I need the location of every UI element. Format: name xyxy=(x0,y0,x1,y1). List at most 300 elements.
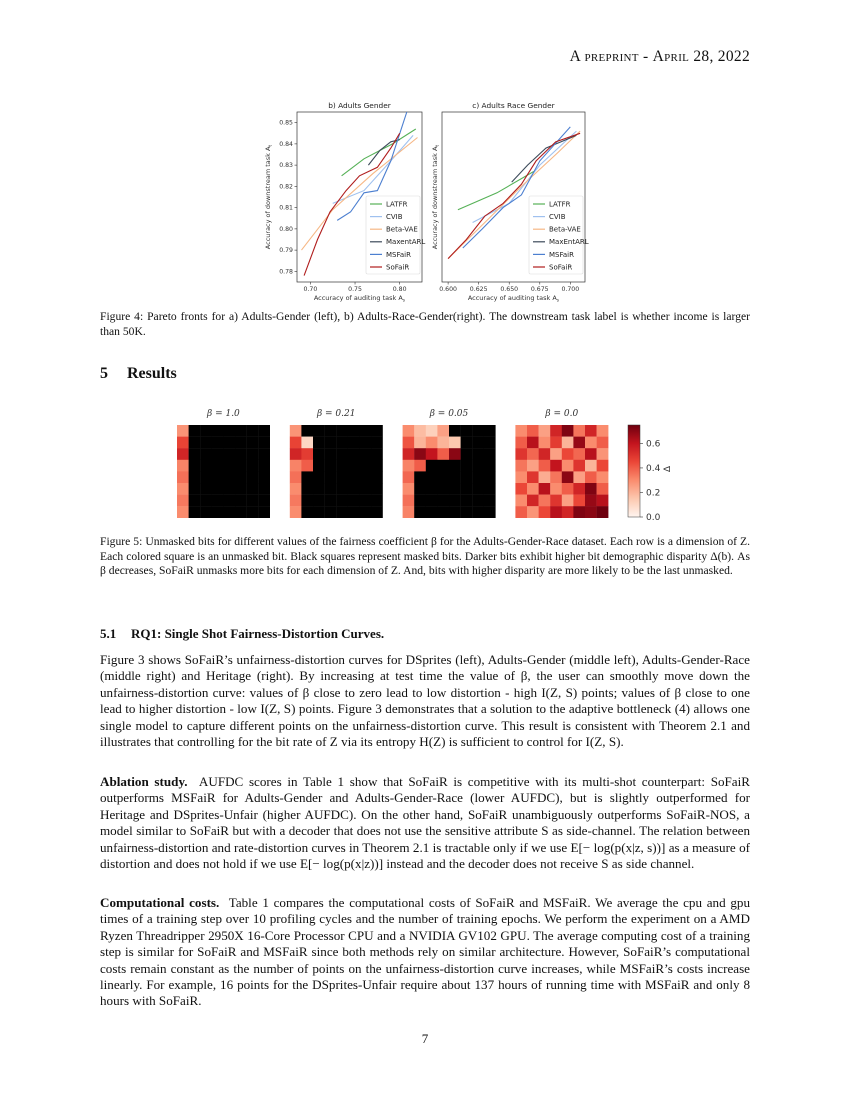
bit-cell xyxy=(223,495,235,507)
bit-cell xyxy=(515,425,527,437)
bit-cell xyxy=(484,437,496,449)
bit-cell xyxy=(550,483,562,495)
heatmap-panels xyxy=(177,409,608,518)
bit-cell xyxy=(325,471,337,483)
x-tick-label: 0.700 xyxy=(561,286,580,293)
bit-cell xyxy=(585,425,597,437)
bit-cell xyxy=(597,483,609,495)
bit-cell xyxy=(562,437,574,449)
bit-cell xyxy=(484,471,496,483)
bit-cell xyxy=(550,460,562,472)
bit-cell xyxy=(426,483,438,495)
bit-cell xyxy=(290,506,302,518)
bit-cell xyxy=(461,425,473,437)
bit-cell xyxy=(235,495,247,507)
bit-cell xyxy=(290,425,302,437)
bit-cell xyxy=(258,495,270,507)
bit-cell xyxy=(325,483,337,495)
bit-cell xyxy=(177,483,189,495)
y-axis-label-subscript: t xyxy=(268,144,274,147)
bit-cell xyxy=(461,460,473,472)
bit-cell xyxy=(449,460,461,472)
bit-cell xyxy=(313,437,325,449)
bit-cell xyxy=(403,495,415,507)
colorbar-tick-label: 0.6 xyxy=(646,439,661,450)
legend-label: SoFaiR xyxy=(549,263,573,272)
bit-cell xyxy=(515,437,527,449)
costs-heading: Computational costs. xyxy=(100,895,220,910)
bit-cell xyxy=(336,483,348,495)
bit-cell xyxy=(437,437,449,449)
x-tick-label: 0.70 xyxy=(303,286,318,293)
bit-cell xyxy=(189,437,201,449)
y-axis-label: Accuracy of downstream task $A_t$ xyxy=(264,144,274,250)
bit-cell xyxy=(348,506,360,518)
bit-cell xyxy=(527,471,539,483)
bit-cell xyxy=(461,471,473,483)
bit-cell xyxy=(437,471,449,483)
bit-cell xyxy=(247,448,259,460)
bit-cell xyxy=(484,495,496,507)
colorbar-tick-label: 0.0 xyxy=(646,513,661,523)
bit-cell xyxy=(461,495,473,507)
colorbar-bar xyxy=(628,425,640,517)
bit-cell xyxy=(573,448,585,460)
bit-cell xyxy=(325,460,337,472)
legend-label: Beta-VAE xyxy=(549,225,581,234)
bit-cell xyxy=(359,460,371,472)
bit-cell xyxy=(449,495,461,507)
bit-cell xyxy=(200,483,212,495)
x-tick-label: 0.75 xyxy=(348,286,362,293)
x-tick-label: 0.600 xyxy=(439,286,457,293)
bit-cell xyxy=(449,506,461,518)
bit-cell xyxy=(585,495,597,507)
bit-cell xyxy=(585,483,597,495)
bit-cell xyxy=(472,460,484,472)
bit-cell xyxy=(484,483,496,495)
bit-cell xyxy=(550,471,562,483)
bit-cell xyxy=(449,448,461,460)
legend-label: LATFR xyxy=(386,200,408,209)
legend-label: MSFaiR xyxy=(549,250,574,259)
bit-cell xyxy=(313,506,325,518)
bit-cell xyxy=(371,437,383,449)
bit-cell xyxy=(472,448,484,460)
bit-cell xyxy=(461,483,473,495)
bit-cell xyxy=(336,425,348,437)
bit-cell xyxy=(403,425,415,437)
bit-cell xyxy=(189,460,201,472)
bit-cell xyxy=(189,495,201,507)
bit-cell xyxy=(449,471,461,483)
bit-cell xyxy=(562,506,574,518)
bit-cell xyxy=(426,437,438,449)
bit-cell xyxy=(437,448,449,460)
bit-cell xyxy=(336,460,348,472)
bit-cell xyxy=(212,448,224,460)
bit-cell xyxy=(414,471,426,483)
bit-cell xyxy=(515,506,527,518)
legend-label: MaxEntARL xyxy=(549,238,589,247)
panel-title-beta: β = 0.05 xyxy=(429,409,469,419)
bit-cell xyxy=(258,425,270,437)
bit-cell xyxy=(550,448,562,460)
bit-cell xyxy=(223,460,235,472)
bit-cell xyxy=(573,460,585,472)
bit-cell xyxy=(247,495,259,507)
bit-cell xyxy=(515,448,527,460)
bit-cell xyxy=(336,437,348,449)
bit-cell xyxy=(585,437,597,449)
bit-cell xyxy=(573,495,585,507)
bit-cell xyxy=(235,425,247,437)
bit-cell xyxy=(414,425,426,437)
bit-cell xyxy=(359,506,371,518)
y-axis-label-subscript: t xyxy=(435,144,441,147)
bit-cell xyxy=(403,506,415,518)
bit-cell xyxy=(437,460,449,472)
bit-cell xyxy=(426,425,438,437)
bit-cell xyxy=(348,495,360,507)
bit-cell xyxy=(223,506,235,518)
bit-cell xyxy=(223,483,235,495)
bit-cell xyxy=(449,483,461,495)
bit-cell xyxy=(348,425,360,437)
bit-cell xyxy=(348,460,360,472)
bit-cell xyxy=(290,437,302,449)
bit-cell xyxy=(426,448,438,460)
section-title: Results xyxy=(127,365,177,382)
bit-cell xyxy=(414,460,426,472)
bit-cell xyxy=(301,506,313,518)
bit-cell xyxy=(472,495,484,507)
bit-cell xyxy=(223,425,235,437)
bit-cell xyxy=(449,437,461,449)
bit-cell xyxy=(371,448,383,460)
bit-cell xyxy=(414,506,426,518)
bit-cell xyxy=(539,495,551,507)
bit-cell xyxy=(200,437,212,449)
bit-cell xyxy=(223,448,235,460)
bit-cell xyxy=(359,448,371,460)
bit-cell xyxy=(414,495,426,507)
bit-cell xyxy=(235,437,247,449)
subsection-number: 5.1 xyxy=(100,626,117,641)
bit-cell xyxy=(527,437,539,449)
bit-cell xyxy=(336,495,348,507)
y-tick-label: 0.79 xyxy=(279,247,293,255)
bit-cell xyxy=(247,471,259,483)
bit-cell xyxy=(449,425,461,437)
bit-cell xyxy=(461,437,473,449)
bit-cell xyxy=(437,425,449,437)
bit-cell xyxy=(597,495,609,507)
bit-cell xyxy=(403,448,415,460)
panel-title: c) Adults Race Gender xyxy=(472,101,555,110)
bit-cell xyxy=(484,506,496,518)
bit-cell xyxy=(573,425,585,437)
bit-cell xyxy=(472,506,484,518)
bit-cell xyxy=(325,425,337,437)
bit-cell xyxy=(585,506,597,518)
bit-cell xyxy=(177,425,189,437)
header-title: A preprint xyxy=(569,48,639,65)
bit-cell xyxy=(403,483,415,495)
figure-5-caption: Figure 5: Unmasked bits for different values of the fairness coefficient β for the Adults-Gender-Race dataset. Each row is a dimension of Z. Each colored square is an unmasked bit. Black squares represent masked bits. Darker bits exhibit higher bit demographic disparity Δ(b). As β decreases, SoFaiR unmasks more bits for each dimension of Z. And, bits with higher disparity are more likely to be the last unmasked. xyxy=(100,535,750,578)
subsection-heading-rq1 xyxy=(100,626,384,642)
bit-cell xyxy=(247,506,259,518)
bit-cell xyxy=(258,471,270,483)
bit-cell xyxy=(301,448,313,460)
bit-cell xyxy=(359,495,371,507)
bit-cell xyxy=(371,495,383,507)
bit-cell xyxy=(212,471,224,483)
bit-cell xyxy=(177,448,189,460)
bit-cell xyxy=(597,448,609,460)
x-axis-label-subscript: s xyxy=(402,298,406,303)
panel-title: b) Adults Gender xyxy=(328,101,391,110)
bit-cell xyxy=(290,495,302,507)
bit-cell xyxy=(371,460,383,472)
pareto-panel-adults-race-gender xyxy=(431,101,589,303)
bit-cell xyxy=(403,437,415,449)
x-tick-label: 0.80 xyxy=(392,286,407,293)
bit-cell xyxy=(562,471,574,483)
bit-cell xyxy=(562,483,574,495)
bit-cell xyxy=(484,425,496,437)
bit-cell xyxy=(189,448,201,460)
bit-cell xyxy=(301,425,313,437)
bit-cell xyxy=(359,471,371,483)
bit-cell xyxy=(550,437,562,449)
legend-label: MSFaiR xyxy=(386,250,411,259)
bit-cell xyxy=(325,437,337,449)
bit-cell xyxy=(258,483,270,495)
bit-cell xyxy=(539,471,551,483)
bit-cell xyxy=(177,437,189,449)
ablation-text: AUFDC scores in Table 1 show that SoFaiR is competitive with its multi-shot counterpart: SoFaiR outperforms MSFaiR for Adults-Gender and Adults-Gender-Race (lower AUFDC), but is slightly outperformed for Heritage and DSprites-Unfair (higher AUFDC). On the other hand, SoFaiR unambiguously outperforms SoFaiR-NOS, a model similar to SoFaiR but with a decoder that does not use the sensitive attribute S as side-channel. The relation between unfairness-distortion and rate-distortion curves in Theorem 2.1 is tractable only if we use E[− log(p(x|z, s))] as a measure of distortion and does not hold if we use E[− log(p(x|z))] instead and the decoder does not receive S as side channel. xyxy=(100,774,750,872)
y-tick-label: 0.85 xyxy=(279,119,293,127)
bit-cell xyxy=(313,483,325,495)
bit-cell xyxy=(301,460,313,472)
bit-cell xyxy=(573,437,585,449)
bit-cell xyxy=(426,506,438,518)
bit-cell xyxy=(258,506,270,518)
bit-cell xyxy=(177,471,189,483)
bit-cell xyxy=(359,437,371,449)
bit-cell xyxy=(437,483,449,495)
bit-cell xyxy=(247,425,259,437)
bit-cell xyxy=(290,483,302,495)
bit-cell xyxy=(527,425,539,437)
x-tick-label: 0.625 xyxy=(469,286,488,293)
bit-cell xyxy=(515,460,527,472)
bit-cell xyxy=(539,425,551,437)
bit-cell xyxy=(290,460,302,472)
bit-cell xyxy=(472,437,484,449)
bit-cell xyxy=(539,460,551,472)
bit-cell xyxy=(359,425,371,437)
bit-cell xyxy=(414,448,426,460)
bit-cell xyxy=(200,471,212,483)
bit-cell xyxy=(189,471,201,483)
bit-cell xyxy=(177,495,189,507)
bit-cell xyxy=(200,506,212,518)
colorbar-label: Δ xyxy=(663,465,673,473)
running-header xyxy=(570,48,750,66)
bit-cell xyxy=(562,460,574,472)
bit-cell xyxy=(336,506,348,518)
bit-cell xyxy=(359,483,371,495)
bit-cell xyxy=(437,506,449,518)
bit-cell xyxy=(539,437,551,449)
paragraph-ablation xyxy=(100,774,750,872)
bit-cell xyxy=(301,471,313,483)
bit-cell xyxy=(313,448,325,460)
bit-cell xyxy=(189,506,201,518)
bit-cell xyxy=(235,506,247,518)
bit-cell xyxy=(426,460,438,472)
bit-cell xyxy=(200,495,212,507)
bit-cell xyxy=(200,460,212,472)
bit-cell xyxy=(527,460,539,472)
bit-cell xyxy=(515,471,527,483)
bit-cell xyxy=(597,425,609,437)
bit-cell xyxy=(336,448,348,460)
bit-cell xyxy=(437,495,449,507)
bit-cell xyxy=(371,425,383,437)
section-number: 5 xyxy=(100,365,108,382)
bit-cell xyxy=(258,437,270,449)
legend-label: MaxentARL xyxy=(386,238,426,247)
bit-cell xyxy=(325,506,337,518)
bit-cell xyxy=(426,495,438,507)
bit-cell xyxy=(597,460,609,472)
bit-cell xyxy=(313,495,325,507)
bit-cell xyxy=(527,495,539,507)
bit-cell xyxy=(461,448,473,460)
bit-cell xyxy=(348,448,360,460)
bit-cell xyxy=(414,437,426,449)
bit-cell xyxy=(527,448,539,460)
costs-text: Table 1 compares the computational costs of SoFaiR and MSFaiR. We average the cpu and gpu times of a training step over 10 profiling cycles and the number of training epochs. We perform the experiment on a AMD Ryzen Threadripper 2950X 16-Core Processor CPU and a NVIDIA GV102 GPU. The average computing cost of a training step is similar for SoFaiR and MSFaiR since both methods rely on similar architecture. However, SoFaiR’s computational costs remain constant as the number of points on the unfairness-distortion curve increases, while MSFaiR’s costs increase linearly. For example, 16 points for the DSprites-Unfair require about 137 hours of running time with MSFaiR and only 8 hours with SoFaiR. xyxy=(100,895,750,1009)
panel-title-beta: β = 0.0 xyxy=(545,409,579,419)
bit-cell xyxy=(301,483,313,495)
bit-cell xyxy=(313,425,325,437)
header-date: April 28, 2022 xyxy=(652,48,750,65)
bit-cell xyxy=(235,460,247,472)
bit-cell xyxy=(562,425,574,437)
bit-cell xyxy=(539,483,551,495)
bit-cell xyxy=(258,448,270,460)
x-axis-label-subscript: s xyxy=(556,298,560,303)
bit-cell xyxy=(562,495,574,507)
page-number: 7 xyxy=(421,1031,429,1046)
legend-label: LATFR xyxy=(549,200,571,209)
legend-label: Beta-VAE xyxy=(386,225,418,234)
ablation-heading: Ablation study. xyxy=(100,774,188,789)
colorbar-tick-label: 0.4 xyxy=(646,463,661,474)
bit-cell xyxy=(585,448,597,460)
bit-cell xyxy=(539,506,551,518)
bit-cell xyxy=(484,448,496,460)
section-heading-results xyxy=(100,365,177,383)
bit-cell xyxy=(313,471,325,483)
bit-cell xyxy=(301,437,313,449)
x-axis-label: Accuracy of auditing task $A_s$ xyxy=(467,294,560,303)
legend-label: CVIB xyxy=(386,213,403,221)
bit-cell xyxy=(290,448,302,460)
bit-cell xyxy=(472,471,484,483)
bit-cell xyxy=(212,483,224,495)
bit-cell xyxy=(597,506,609,518)
bit-cell xyxy=(235,483,247,495)
bit-cell xyxy=(235,471,247,483)
bit-cell xyxy=(472,425,484,437)
bit-cell xyxy=(597,437,609,449)
legend-label: CVIB xyxy=(549,213,566,221)
y-tick-label: 0.81 xyxy=(279,204,293,212)
bit-cell xyxy=(550,495,562,507)
bit-cell xyxy=(313,460,325,472)
bit-cell xyxy=(325,448,337,460)
bit-cell xyxy=(550,425,562,437)
bit-cell xyxy=(585,471,597,483)
bit-cell xyxy=(301,495,313,507)
bit-cell xyxy=(371,483,383,495)
x-axis-label: Accuracy of auditing task $A_s$ xyxy=(313,294,406,303)
bit-cell xyxy=(247,437,259,449)
bit-cell xyxy=(461,506,473,518)
bit-cell xyxy=(426,471,438,483)
y-tick-label: 0.80 xyxy=(279,225,293,233)
bit-cell xyxy=(484,460,496,472)
bit-cell xyxy=(177,506,189,518)
figure-5-unmasked-bits xyxy=(170,403,690,525)
bit-cell xyxy=(212,495,224,507)
legend-label: SoFaiR xyxy=(386,263,410,272)
bit-cell xyxy=(177,460,189,472)
bit-cell xyxy=(212,437,224,449)
bit-cell xyxy=(200,425,212,437)
bit-cell xyxy=(371,506,383,518)
bit-cell xyxy=(348,471,360,483)
colorbar-tick-label: 0.2 xyxy=(646,488,661,499)
bit-cell xyxy=(403,471,415,483)
x-tick-label: 0.650 xyxy=(500,286,519,293)
y-tick-label: 0.82 xyxy=(279,183,293,191)
bit-cell xyxy=(223,437,235,449)
bit-cell xyxy=(515,495,527,507)
bit-cell xyxy=(258,460,270,472)
bit-cell xyxy=(212,425,224,437)
bit-cell xyxy=(189,483,201,495)
bit-cell xyxy=(527,506,539,518)
bit-cell xyxy=(562,448,574,460)
bit-cell xyxy=(235,448,247,460)
bit-cell xyxy=(550,506,562,518)
bit-cell xyxy=(597,471,609,483)
y-tick-label: 0.84 xyxy=(279,140,293,148)
paragraph-computational-costs xyxy=(100,895,750,1010)
bit-cell xyxy=(573,483,585,495)
header-separator: - xyxy=(638,48,653,65)
bit-cell xyxy=(573,506,585,518)
bit-cell xyxy=(189,425,201,437)
bit-cell xyxy=(247,483,259,495)
y-tick-label: 0.78 xyxy=(279,268,293,276)
